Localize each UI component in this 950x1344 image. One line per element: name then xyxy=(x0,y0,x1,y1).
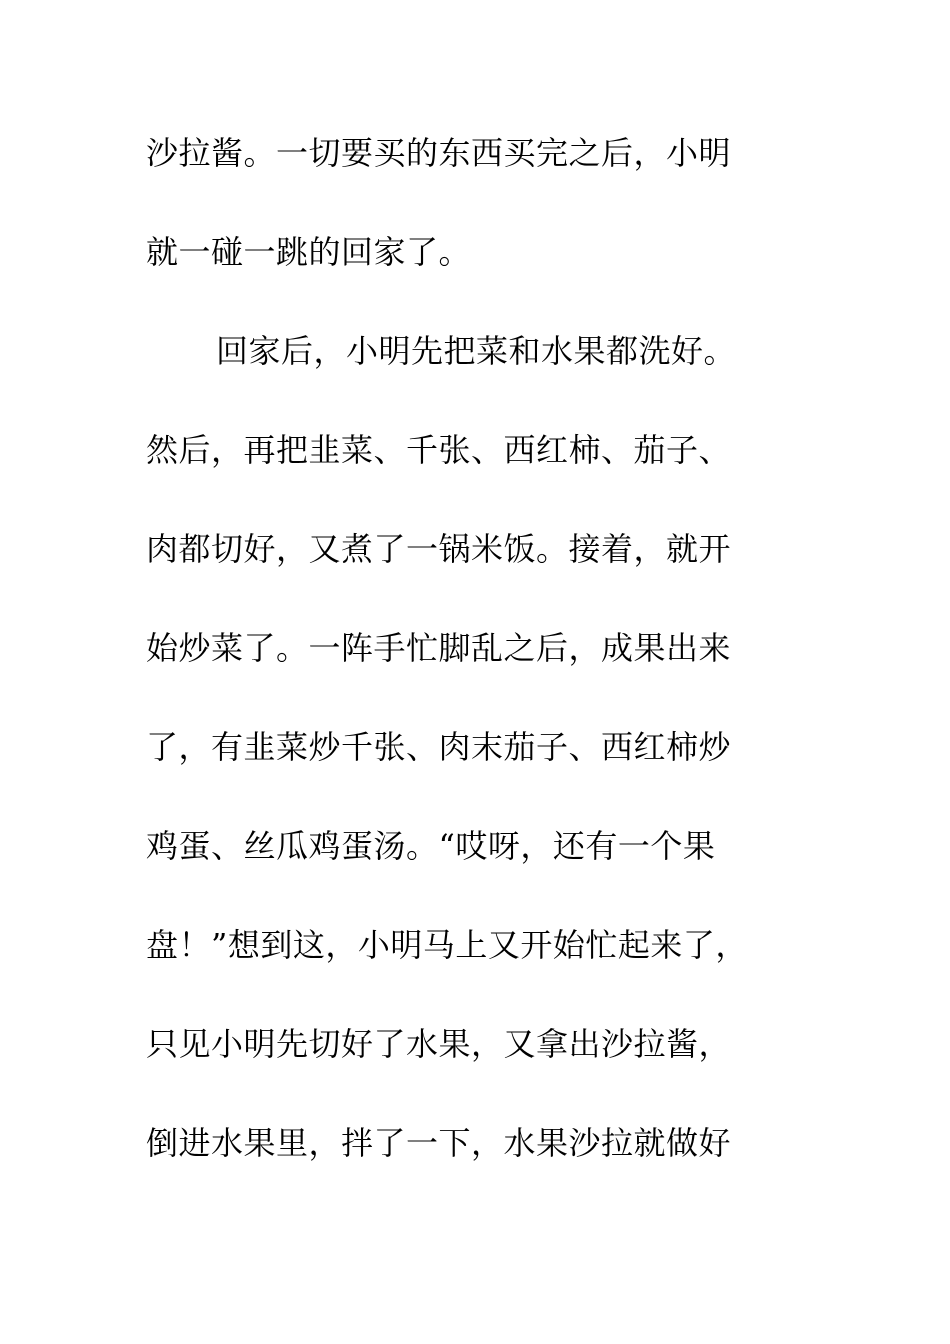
text-line-2: 就一碰一跳的回家了。 xyxy=(146,233,472,271)
text-line-7: 了，有韭菜炒千张、肉末茄子、西红柿炒 xyxy=(146,728,732,766)
text-line-5: 肉都切好，又煮了一锅米饭。接着，就开 xyxy=(146,530,732,568)
text-line-11: 倒进水果里，拌了一下，水果沙拉就做好 xyxy=(146,1124,732,1162)
body-text xyxy=(146,123,826,1212)
text-line-4: 然后，再把韭菜、千张、西红柿、茄子、 xyxy=(146,431,732,469)
text-line-10: 只见小明先切好了水果，又拿出沙拉酱， xyxy=(146,1025,732,1063)
text-line-9: 盘！”想到这，小明马上又开始忙起来了， xyxy=(146,926,748,964)
text-line-3-paragraph-start: 回家后，小明先把菜和水果都洗好。 xyxy=(216,332,737,370)
text-line-1: 沙拉酱。一切要买的东西买完之后，小明 xyxy=(146,134,732,172)
text-line-6: 始炒菜了。一阵手忙脚乱之后，成果出来 xyxy=(146,629,732,667)
text-line-8: 鸡蛋、丝瓜鸡蛋汤。“哎呀，还有一个果 xyxy=(146,827,716,865)
